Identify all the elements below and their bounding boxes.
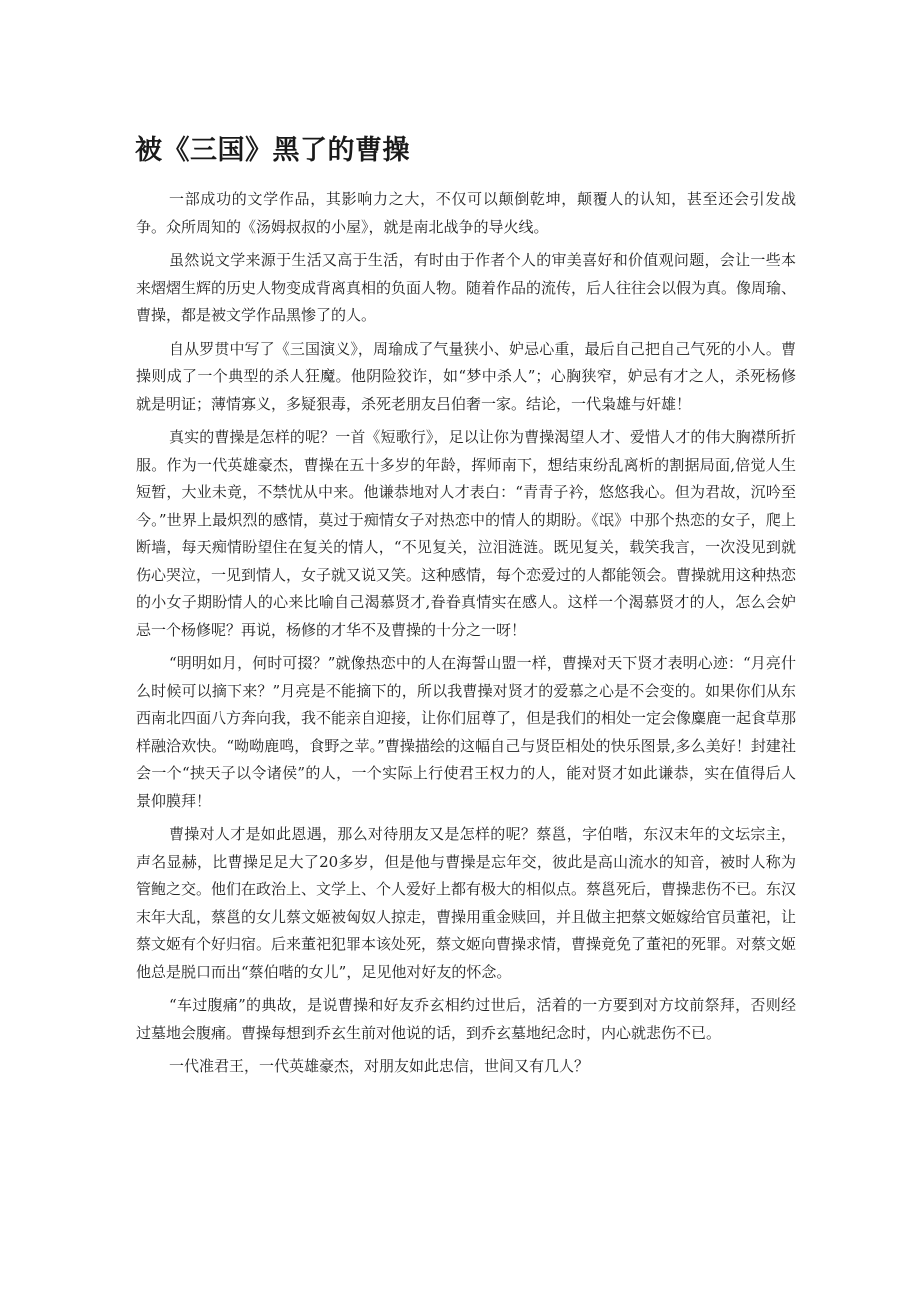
paragraph-6: 曹操对人才是如此恩遇，那么对待朋友又是怎样的呢？蔡邕，字伯喈，东汉末年的文坛宗主，声名显赫，比曹操足足大了20多岁，但是他与曹操是忘年交，彼此是高山流水的知音，被时人称为管鲍之交。他们在政治上、文学上、个人爱好上都有极大的相似点。蔡邕死后，曹操悲伤不已。东汉末年大乱，蔡邕的女儿蔡文姬被匈奴人掠走，曹操用重金赎回，并且做主把蔡文姬嫁给官员董祀，让蔡文姬有个好归宿。后来董祀犯罪本该处死，蔡文姬向曹操求情，曹操竟免了董祀的死罪。对蔡文姬他总是脱口而出“蔡伯喈的女儿”，足见他对好友的怀念。 xyxy=(136,825,797,981)
article-body xyxy=(136,186,796,1081)
paragraph-7: “车过腹痛”的典故，是说曹操和好友乔玄相约过世后，活着的一方要到对方坟前祭拜，否则经过墓地会腹痛。曹操每想到乔玄生前对他说的话，到乔玄墓地纪念时，内心就悲伤不已。 xyxy=(136,996,796,1042)
paragraph-3: 自从罗贯中写了《三国演义》，周瑜成了气量狭小、妒忌心重，最后自己把自己气死的小人。曹操则成了一个典型的杀人狂魔。他阴险狡诈，如“梦中杀人”；心胸狭窄，妒忌有才之人，杀死杨修就是明证；薄情寡义，多疑狠毒，杀死老朋友吕伯奢一家。结论，一代枭雄与奸雄！ xyxy=(136,339,796,413)
page-title: 被《三国》黑了的曹操 xyxy=(135,135,410,166)
paragraph-1: 一部成功的文学作品，其影响力之大，不仅可以颠倒乾坤，颠覆人的认知，甚至还会引发战争。众所周知的《汤姆叔叔的小屋》，就是南北战争的导火线。 xyxy=(136,190,796,236)
paragraph-4: 真实的曹操是怎样的呢？一首《短歌行》，足以让你为曹操渴望人才、爱惜人才的伟大胸襟所折服。作为一代英雄豪杰，曹操在五十多岁的年龄，挥师南下，想结束纷乱离析的割据局面,倍觉人生短暂，大业未竟，不禁忧从中来。他谦恭地对人才表白：“青青子衿，悠悠我心。但为君故，沉吟至今。”世界上最炽烈的感情，莫过于痴情女子对热恋中的情人的期盼。《氓》中那个热恋的女子，爬上断墙，每天痴情盼望住在复关的情人，“不见复关，泣泪涟涟。既见复关，载笑我言，一次没见到就伤心哭泣，一见到情人，女子就又说又笑。这种感情，每个恋爱过的人都能领会。曹操就用这种热恋的小女子期盼情人的心来比喻自己渴慕贤才,眷眷真情实在感人。这样一个渴慕贤才的人，怎么会妒忌一个杨修呢？再说，杨修的才华不及曹操的十分之一呀！ xyxy=(136,428,797,639)
paragraph-5: “明明如月，何时可掇？”就像热恋中的人在海誓山盟一样，曹操对天下贤才表明心迹：“月亮什么时候可以摘下来？”月亮是不能摘下的，所以我曹操对贤才的爱慕之心是不会变的。如果你们从东西南北四面八方奔向我，我不能亲自迎接，让你们屈尊了，但是我们的相处一定会像麋鹿一起食草那样融洽欢快。“呦呦鹿鸣，食野之苹。”曹操描绘的这幅自己与贤臣相处的快乐图景,多么美好！封建社会一个“挟天子以令诸侯”的人，一个实际上行使君王权力的人，能对贤才如此谦恭，实在值得后人景仰膜拜！ xyxy=(136,654,797,810)
paragraph-2: 虽然说文学来源于生活又高于生活，有时由于作者个人的审美喜好和价值观问题，会让一些本来熠熠生辉的历史人物变成背离真相的负面人物。随着作品的流传，后人往往会以假为真。像周瑜、曹操，都是被文学作品黑惨了的人。 xyxy=(136,251,797,324)
paragraph-8: 一代准君王，一代英雄豪杰，对朋友如此忠信，世间又有几人？ xyxy=(169,1057,590,1075)
